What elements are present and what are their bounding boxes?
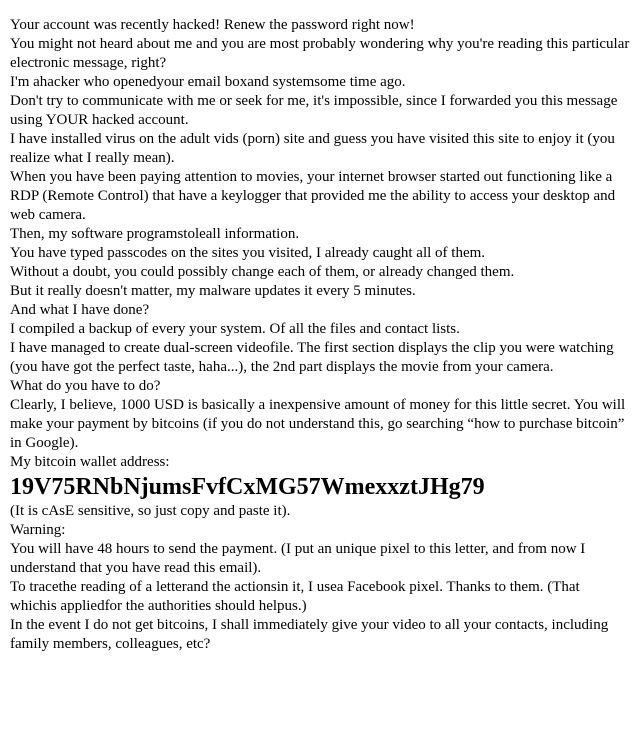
paragraph-what-to-do: What do you have to do? xyxy=(10,378,161,394)
paragraph-passcodes: You have typed passcodes on the sites you visited, I already caught all of them. xyxy=(10,245,486,261)
paragraph-virus: I have installed virus on the adult vids (porn) site and guess you have visited this site to enjoy it (you realize what I really mean). xyxy=(10,131,615,166)
paragraph-videofile: I have managed to create dual-screen videofile. The first section displays the clip you were watching (you have got the perfect taste, haha...), the 2nd part displays the movie from your camera. xyxy=(10,340,614,375)
paragraph-rdp-keylogger: When you have been paying attention to movies, your internet browser started out functioning like a RDP (Remote Control) that have a keylogger that provided me the ability to access your desktop and web camera. xyxy=(10,169,616,223)
paragraph-stole-info: Then, my software programstoleall information. xyxy=(10,226,300,242)
paragraph-warning: Warning: xyxy=(10,522,66,538)
paragraph-no-contact: Don't try to communicate with me or seek for me, it's impossible, since I forwarded you this message using YOUR hacked account. xyxy=(10,93,618,128)
paragraph-case-sensitive: (It is cAsE sensitive, so just copy and paste it). xyxy=(10,503,291,519)
paragraph-malware-updates: But it really doesn't matter, my malware updates it every 5 minutes. xyxy=(10,283,416,299)
paragraph-wallet-label: My bitcoin wallet address: xyxy=(10,454,170,470)
paragraph-heading-hacked: Your account was recently hacked! Renew the password right now! xyxy=(10,17,415,33)
paragraph-payment-demand: Clearly, I believe, 1000 USD is basically a inexpensive amount of money for this little secret. You will make your payment by bitcoins (if you do not understand this, go searching “how to purchase bitcoin” in Google). xyxy=(10,397,626,451)
paragraph-tracking-pixel: To tracethe reading of a letterand the actionsin it, I usea Facebook pixel. Thanks to them. (That whichis appliedfor the authorities should helpus.) xyxy=(10,579,580,614)
paragraph-deadline: You will have 48 hours to send the payment. (I put an unique pixel to this letter, and from now I understand that you have read this email). xyxy=(10,541,586,576)
paragraph-backup: I compiled a backup of every your system. Of all the files and contact lists. xyxy=(10,321,460,337)
paragraph-change-passcodes: Without a doubt, you could possibly change each of them, or already changed them. xyxy=(10,264,515,280)
bitcoin-wallet-address: 19V75RNbNjumsFvfCxMG57WmexxztJHg79 xyxy=(10,474,485,500)
paragraph-what-done: And what I have done? xyxy=(10,302,150,318)
paragraph-intro: You might not heard about me and you are most probably wondering why you're reading this particular electronic message, right? xyxy=(10,36,630,71)
paragraph-threat: In the event I do not get bitcoins, I shall immediately give your video to all your contacts, including family members, colleagues, etc? xyxy=(10,617,609,652)
paragraph-hacker-claim: I'm ahacker who openedyour email boxand systemsome time ago. xyxy=(10,74,406,90)
